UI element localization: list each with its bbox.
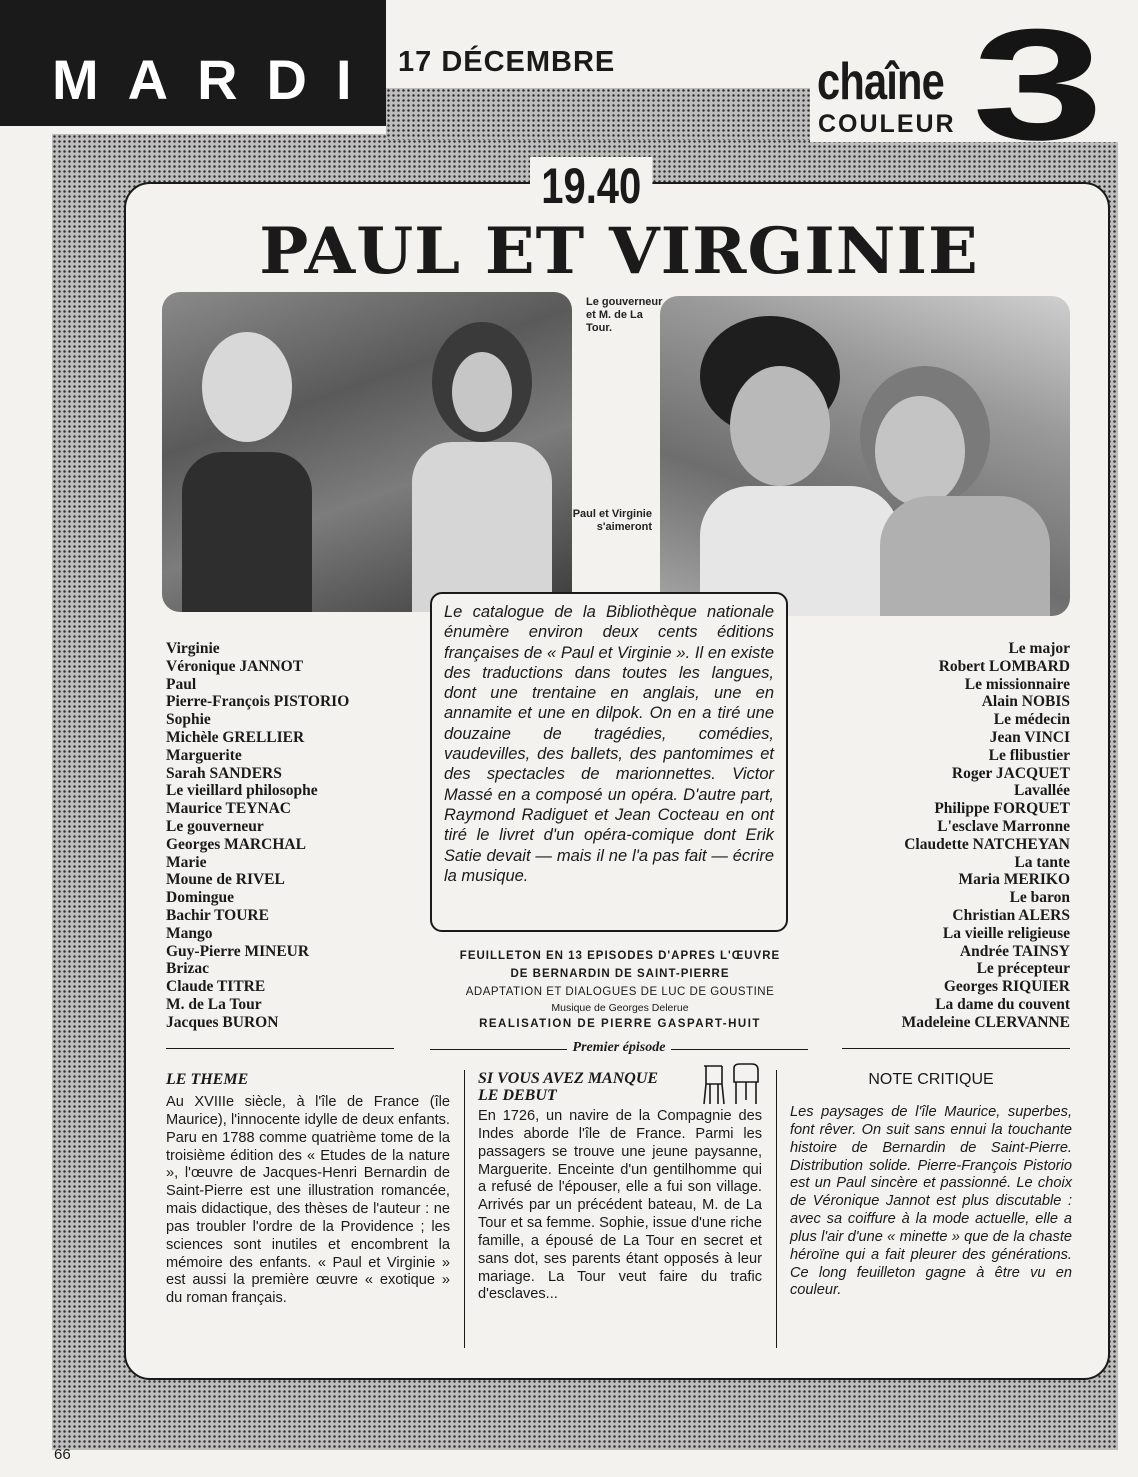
credit-direction: REALISATION DE PIERRE GASPART-HUIT <box>479 1018 761 1030</box>
cast-list-left <box>166 640 349 1032</box>
cast-actor: Pierre-François PISTORIO <box>166 693 350 711</box>
cast-role: Marie <box>166 853 207 871</box>
credit-series: FEUILLETON EN 13 EPISODES D'APRES L'ŒUVRE <box>459 950 781 962</box>
cast-actor: Andrée TAINSY <box>959 942 1070 960</box>
cast-role: Virginie <box>166 640 220 657</box>
cast-actor: Michèle GRELLIER <box>166 728 305 746</box>
cast-role: Le médecin <box>993 711 1070 729</box>
cast-actor: Georges MARCHAL <box>166 835 306 853</box>
cast-actor: Alain NOBIS <box>981 693 1070 711</box>
cast-actor: Georges RIQUIER <box>943 978 1070 996</box>
debut-heading: SI VOUS AVEZ MANQUE LE DEBUT <box>478 1070 659 1104</box>
cast-actor: Madeleine CLERVANNE <box>901 1013 1070 1031</box>
cast-role: Domingue <box>166 889 235 907</box>
critique-heading: NOTE CRITIQUE <box>868 1071 994 1088</box>
theme-heading: LE THEME <box>166 1071 249 1088</box>
episode-row <box>430 1040 808 1060</box>
column-divider <box>464 1070 465 1348</box>
photo-governor-and-la-tour <box>162 292 572 612</box>
cast-actor: Guy-Pierre MINEUR <box>166 942 310 960</box>
photo-paul-and-virginie <box>660 296 1070 616</box>
cast-role: Le vieillard philosophe <box>166 782 318 800</box>
theme-text: Au XVIIIe siècle, à l'île de France (île Maurice), l'innocente idylle de deux enfants. Paru en 1788 comme quatrième tome de la troisième édition des « Etudes de la nature », l'œuvre de Jacques-Henri Bernardin de Saint-Pierre est une illustration romancée, mais didactique, des thèses de l'auteur : ne pas troubler l'ordre de la Providence ; les sciences sont inutiles et encombrent la mémoire des enfants. « Paul et Virginie » est aussi la première œuvre « exotique » du roman français. <box>166 1094 450 1307</box>
column-divider <box>776 1070 777 1348</box>
cast-actor: Jean VINCI <box>989 728 1070 746</box>
episode-label: Premier épisode <box>567 1040 672 1055</box>
cast-actor: Véronique JANNOT <box>166 657 304 675</box>
cast-role: M. de La Tour <box>166 995 262 1013</box>
cast-actor: Maria MERIKO <box>958 871 1070 889</box>
channel-number: 3 <box>972 0 1104 173</box>
cast-actor: Moune de RIVEL <box>166 871 285 889</box>
program-time: 19.40 <box>530 157 653 215</box>
cast-role: La vieille religieuse <box>942 924 1070 942</box>
cast-actor: Bachir TOURE <box>166 906 269 924</box>
intro-box <box>430 592 788 932</box>
cast-list-right <box>902 640 1070 1032</box>
cast-role: L'esclave Marronne <box>937 817 1070 835</box>
theme-column <box>166 1070 450 1308</box>
critique-text: Les paysages de l'île Maurice, superbes, font rêver. On suit sans ennui la touchante histoire de Bernardin de Saint-Pierre. Distribution solide. Pierre-François Pistorio est un Paul sincère et passionné. Le choix de Véronique Jannot est plus discutable : avec sa coiffure à la mode actuelle, elle a plus l'air d'une « minette » que de la chaste héroïne qui a fait pleurer des générations. Ce long feuilleton gagne à être vu en couleur. <box>790 1104 1072 1299</box>
cast-actor: Philippe FORQUET <box>934 800 1070 818</box>
date-label: 17 DÉCEMBRE <box>398 46 616 78</box>
cast-role: Paul <box>166 675 197 693</box>
cast-role: Le flibustier <box>988 746 1070 764</box>
credit-music: Musique de Georges Delerue <box>551 1002 689 1014</box>
cast-actor: Christian ALERS <box>952 906 1070 924</box>
cast-actor: Roger JACQUET <box>951 764 1070 782</box>
credit-adaptation: ADAPTATION ET DIALOGUES DE LUC DE GOUSTINE <box>465 986 775 998</box>
photo-caption-right: Paul et Virginie s'aimeront <box>572 508 652 533</box>
credit-author: DE BERNARDIN DE SAINT-PIERRE <box>510 968 730 980</box>
page-number: 66 <box>54 1446 71 1463</box>
cast-role: Marguerite <box>166 746 242 764</box>
cast-role: Brizac <box>166 960 210 978</box>
debut-text: En 1726, un navire de la Compagnie des Indes aborde l'île de France. Parmi les passagers se trouve une jeune paysanne, Marguerite. Enceinte d'un gentilhomme qui a refusé de l'épouser, elle a fui son village. Arrivés par un précédent bateau, M. de La Tour et sa femme. Sophie, issue d'une riche famille, a épousé de La Tour en secret et sans dot, ses parents étant opposés à leur mariage. La Tour veut faire du trafic d'esclaves... <box>478 1108 762 1303</box>
divider-right <box>842 1048 1070 1049</box>
cast-role: Le gouverneur <box>166 817 264 835</box>
cast-role: Le major <box>1008 640 1070 657</box>
photo-caption-left: Le gouverneur et M. de La Tour. <box>586 296 663 334</box>
cast-actor: Robert LOMBARD <box>938 657 1070 675</box>
divider-left <box>166 1048 394 1049</box>
cast-role: Mango <box>166 924 213 942</box>
cast-role: Le précepteur <box>976 960 1070 978</box>
cast-actor: Sarah SANDERS <box>166 764 282 782</box>
cast-actor: Jacques BURON <box>166 1013 279 1031</box>
critique-column <box>790 1070 1072 1300</box>
header-dotted-strip <box>386 88 816 140</box>
cast-role: Le baron <box>1009 889 1070 907</box>
program-title: PAUL ET VIRGINIE <box>259 214 979 289</box>
channel-name: chaîne <box>817 53 944 111</box>
cast-role: Sophie <box>166 711 211 729</box>
cast-role: La dame du couvent <box>935 995 1070 1013</box>
channel-subtitle: COULEUR <box>818 110 956 138</box>
cast-role: Lavallée <box>1014 782 1070 800</box>
cast-role: Le missionnaire <box>964 675 1070 693</box>
cast-actor: Claudette NATCHEYAN <box>904 835 1070 853</box>
cast-actor: Maurice TEYNAC <box>166 800 291 818</box>
chair-icon <box>700 1062 760 1106</box>
cast-role: La tante <box>1014 853 1070 871</box>
day-label: MARDI <box>52 48 381 111</box>
cast-actor: Claude TITRE <box>166 978 266 996</box>
intro-text: Le catalogue de la Bibliothèque nationale énumère environ deux cents éditions françaises de « Paul et Virginie ». Il en existe des traductions dans toutes les langues, dont une trentaine en anglais, une en annamite et une en dilpok. On en a tiré une douzaine de tragédies, comédies, vaudevilles, des ballets, des pantomimes et des spectacles de marionnettes. Victor Massé en a composé un opéra. D'autre part, Raymond Radiguet et Jean Cocteau en ont tiré le livret d'un opéra-comique dont Erik Satie devait — mais il ne l'a pas fait — écrire la musique. <box>444 603 774 885</box>
